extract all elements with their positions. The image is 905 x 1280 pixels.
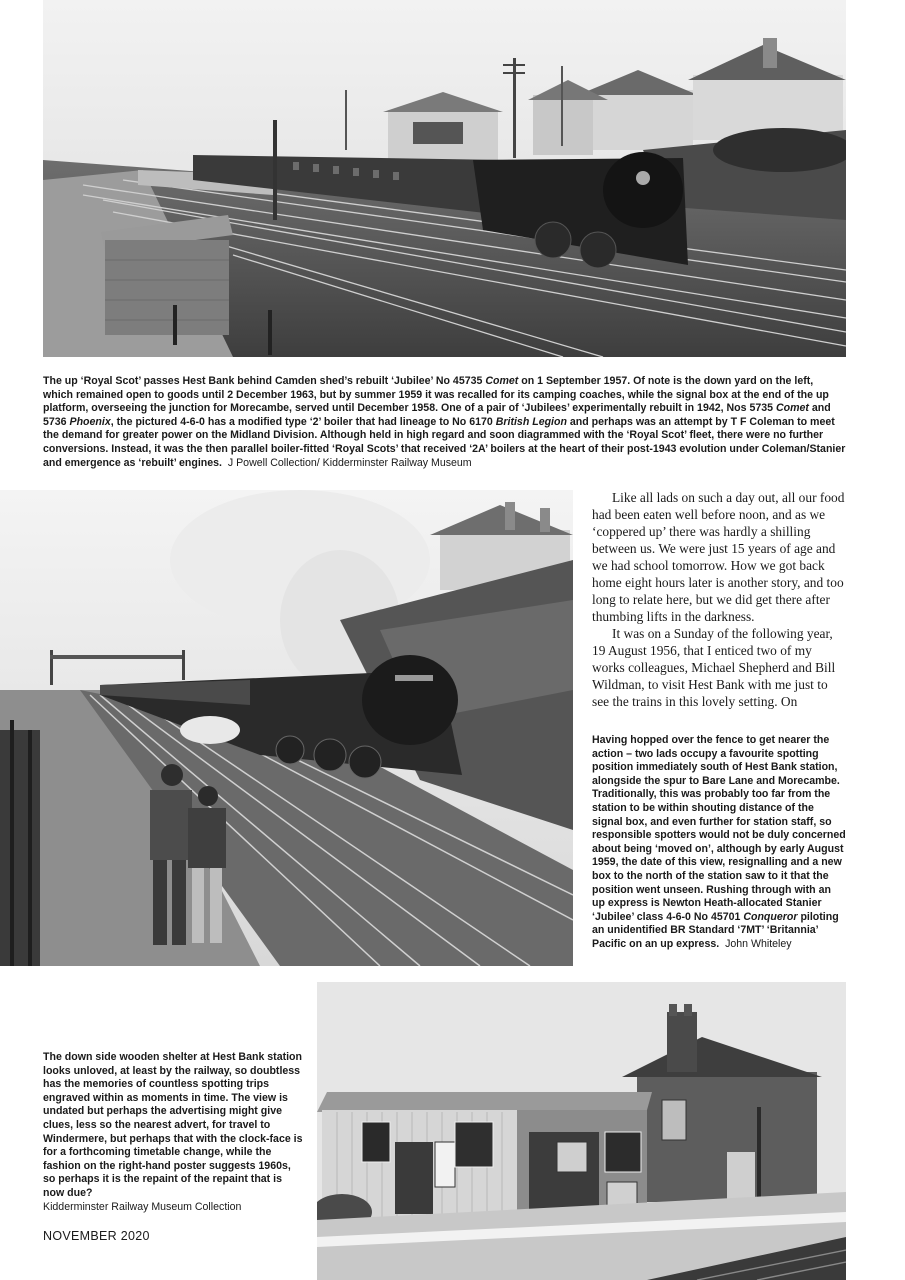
caption-middle-italic-1: Conqueror — [743, 910, 798, 923]
footer-issue-date: NOVEMBER 2020 — [43, 1229, 150, 1243]
caption-spotters — [592, 734, 846, 952]
caption-middle-credit: John Whiteley — [725, 937, 792, 950]
caption-top-text-4: , the pictured 4-6-0 has a modified type ‘2’ boiler that had lineage to No 6170 — [110, 415, 496, 428]
body-paragraph-2: It was on a Sunday of the following year, 19 August 1956, that I enticed two of my works colleagues, Michael Shepherd and Bill Wildman, to visit Hest Bank with me just to see the trains in this lovely setting. On — [592, 626, 836, 709]
caption-middle-text-1: Having hopped over the fence to get nearer the action – two lads occupy a favourite spotting position immediately south of Hest Bank station, alongside the spur to Bare Lane and Morecambe. Traditionally, this was probably too far from the station to be within shouting distance of the signal box, and even further for station staff, so responsible spotters would not be duly concerned about being ‘moved on’, although by early August 1959, the date of this view, resignalling and a new box to the north of the station saw to it that the position went unseen. Rushing through with an up express is Newton Heath-allocated Stanier ‘Jubilee’ class 4-6-0 No 45701 — [592, 734, 846, 923]
caption-bottom-credit: Kidderminster Railway Museum Collection — [43, 1200, 242, 1213]
photo-station-shelter — [317, 982, 846, 1280]
caption-royal-scot — [43, 375, 846, 470]
caption-top-text-2: on 1 September 1957. Of note is the down yard on the left, which remained open to goods until 2 December 1963, but by summer 1959 it was recalled for its camping coaches, while the signal box at the end of the up platform, overseeing the junction for Morecambe, served until December 1958. One of a pair of ‘Jubilees’ experimentally rebuilt in 1942, Nos 5735 — [43, 375, 829, 415]
caption-top-italic-3: Phoenix — [69, 415, 111, 428]
caption-top-italic-4: British Legion — [495, 415, 567, 428]
photo-royal-scot-hest-bank — [43, 0, 846, 357]
caption-top-text-5: and perhaps was an attempt by T F Coleman to meet the demand for greater power on the Midland Division. Although held in high regard and soon diagrammed with the ‘Royal Scot’ fleet, there were no further conversions. Instead, it was the then parallel boiler-fitted ‘Royal Scots’ that received ‘2A’ boilers at the heart of their post-1943 evolution under Coleman/Stanier and emergence as ‘rebuilt’ engines. — [43, 415, 846, 469]
caption-top-text-3: and 5736 — [43, 402, 831, 428]
photo-spotters-jubilee-conqueror — [0, 490, 573, 966]
caption-station-shelter — [43, 1051, 303, 1214]
caption-top-credit: J Powell Collection/ Kidderminster Railway Museum — [227, 456, 472, 469]
article-body-text — [592, 489, 846, 710]
caption-top-italic-1: Comet — [485, 375, 519, 387]
caption-middle-text-2: piloting an unidentified BR Standard ‘7MT’ ‘Britannia’ Pacific on an up express. — [592, 910, 839, 950]
caption-bottom-text: The down side wooden shelter at Hest Bank station looks unloved, at least by the railway, so doubtless has the memories of countless spotting trips engraved within as moments in time. The view is undated but perhaps the advertising might give clues, less so the nearest advert, for travel to Windermere, but perhaps that with the clock-face is for a forthcoming timetable change, while the fashion on the right-hand poster suggests 1960s, so perhaps it is the repaint of the repaint that is now due? — [43, 1051, 303, 1199]
caption-top-italic-2: Comet — [775, 402, 809, 415]
caption-top-text-1: The up ‘Royal Scot’ passes Hest Bank behind Camden shed’s rebuilt ‘Jubilee’ No 45735 — [43, 375, 486, 387]
body-paragraph-1: Like all lads on such a day out, all our food had been eaten well before noon, and as we ‘coppered up’ there was hardly a shilling between us. We were just 15 years of age and we had school tomorrow. How we got back home eight hours later is another story, and too long to relate here, but we did get there after thumbing lifts in the darkness. — [592, 490, 845, 624]
